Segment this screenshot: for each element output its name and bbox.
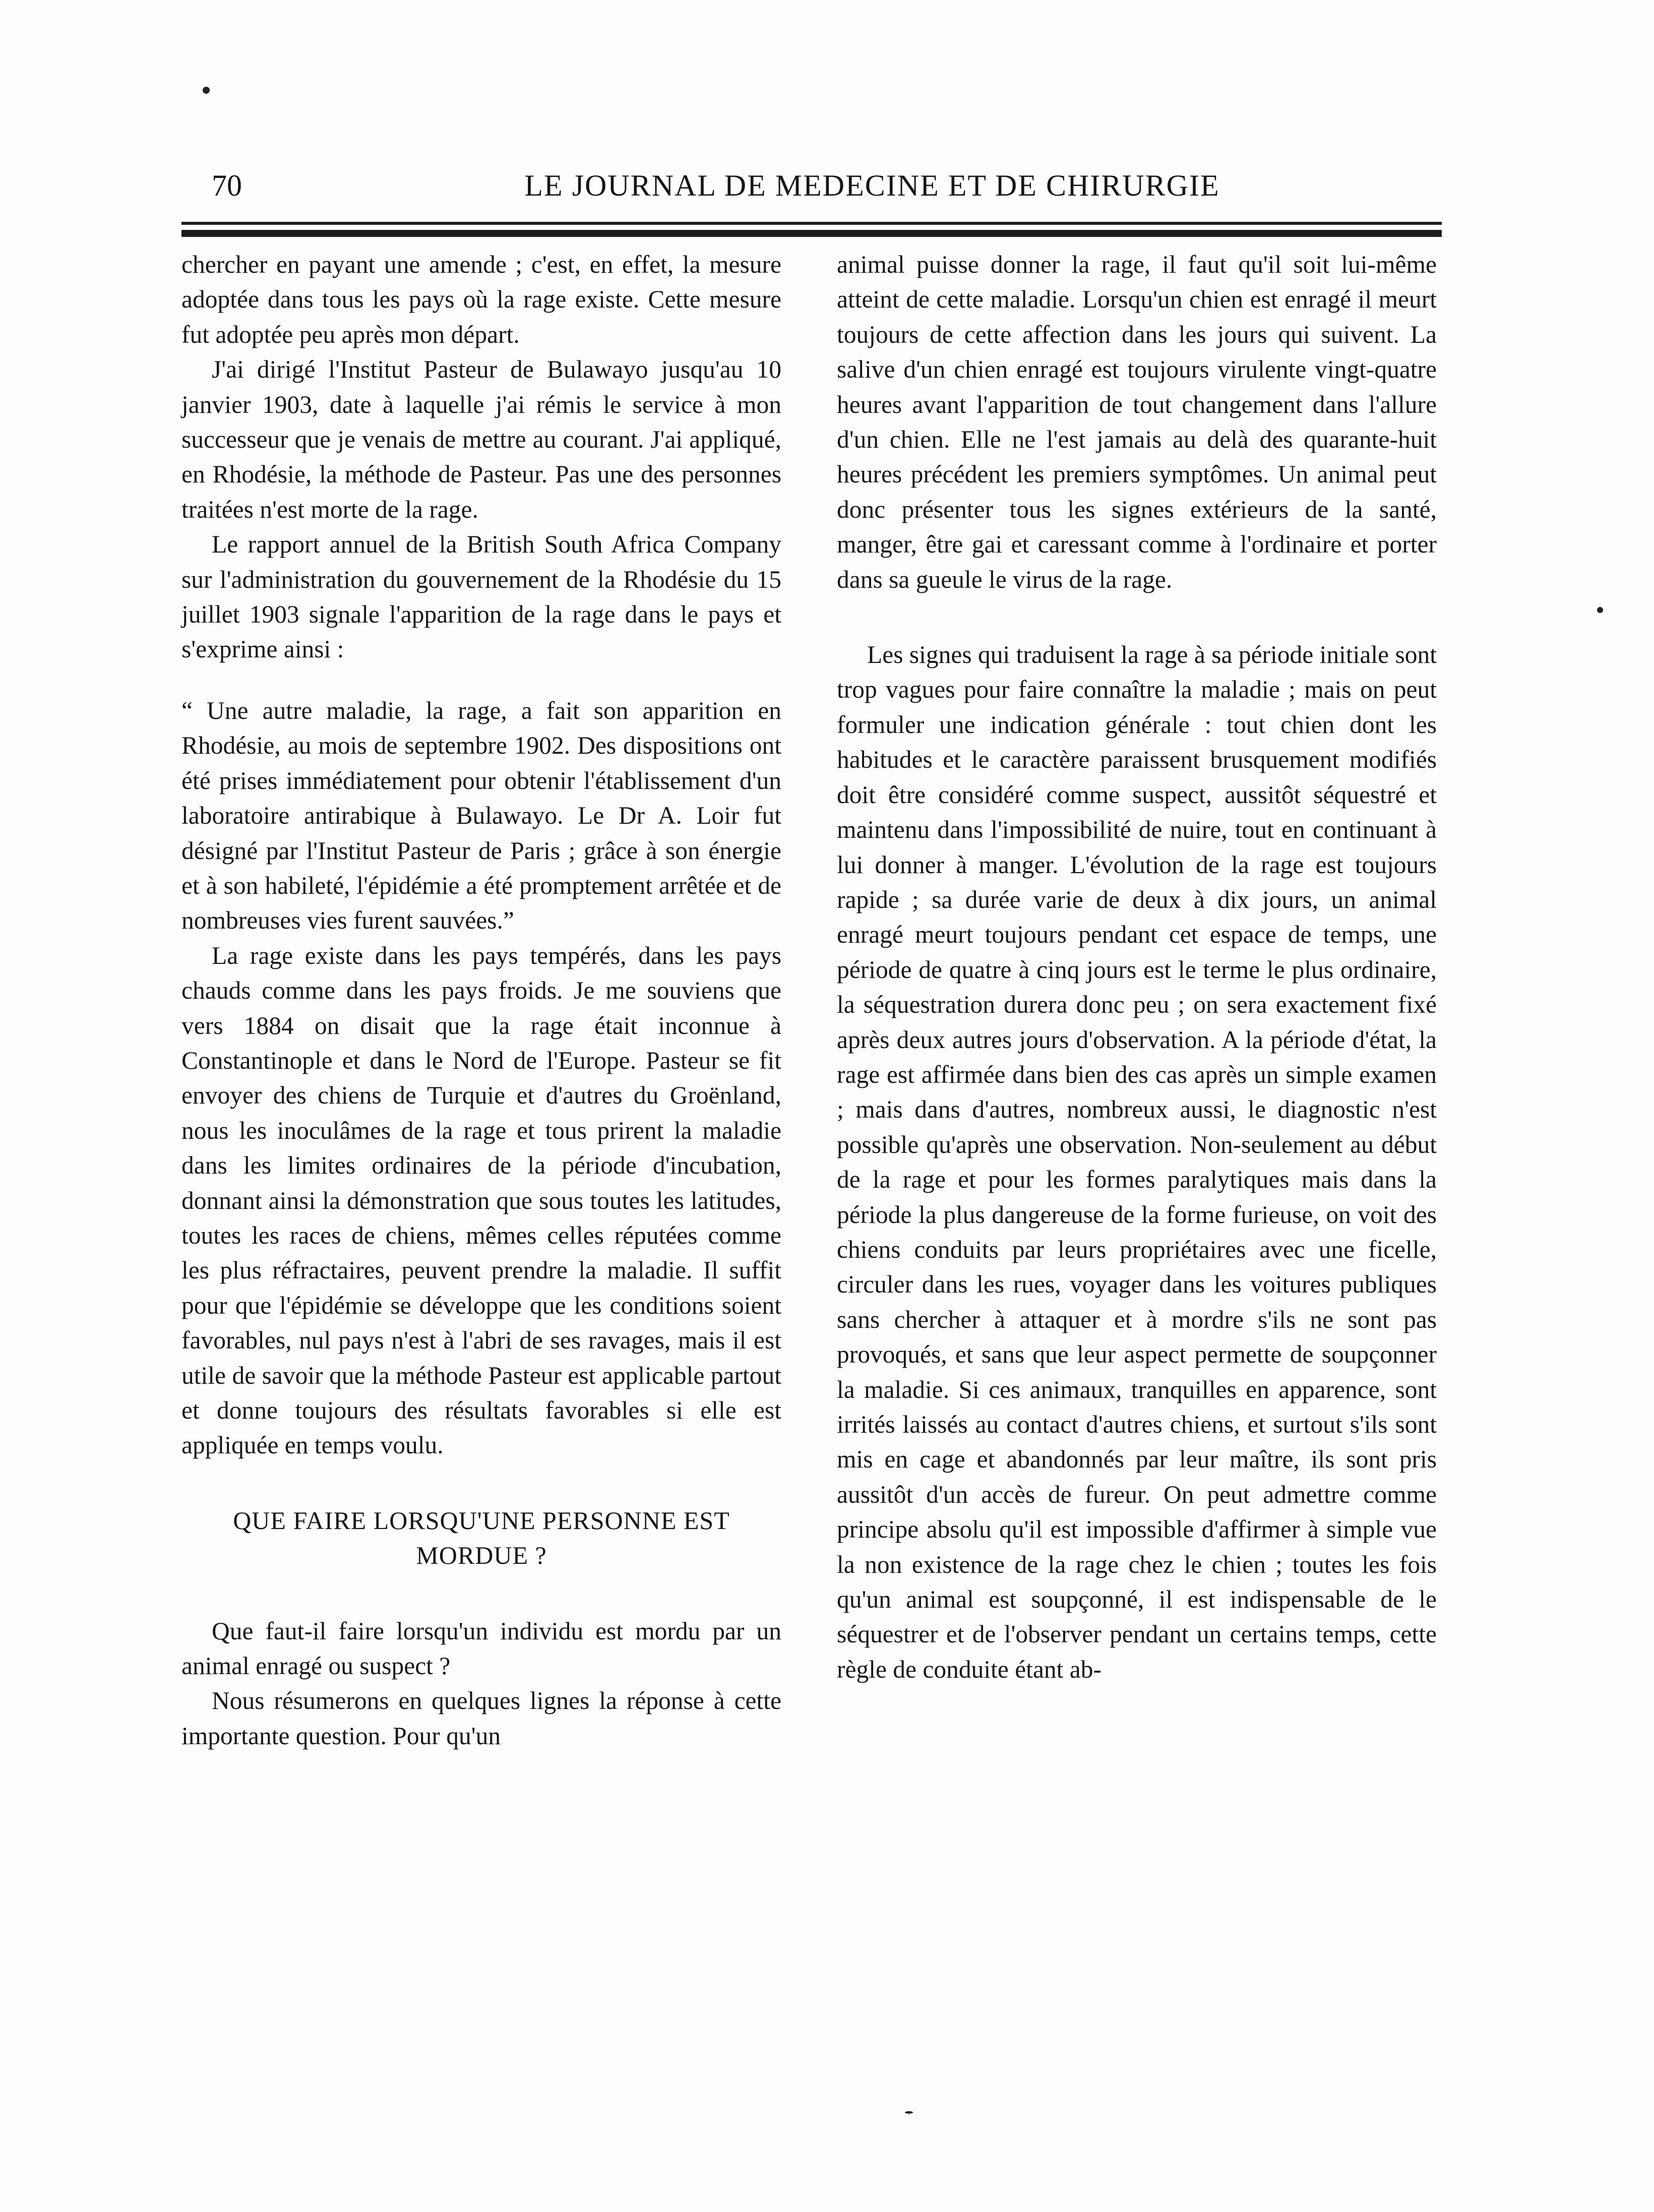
spacer (181, 1573, 781, 1614)
spacer (181, 667, 781, 693)
spacer (181, 1463, 781, 1503)
ink-speck (905, 2111, 913, 2114)
paragraph: Nous résumerons en quelques lignes la réponse à cette importante question. Pour qu'un (181, 1687, 781, 1750)
paragraph: animal puisse donner la rage, il faut qu'il soit lui-même atteint de cette maladie. Lorsqu'un chien est enragé il meurt toujours de cette affection dans les jours qui suivent. La salive d'un chien enragé est toujours virulente vingt-quatre heures avant l'apparition de tout changement dans l'allure d'un chien. Elle ne l'est jamais au delà des quarante-huit heures précédent les premiers symptômes. Un animal peut donc présenter tous les signes extérieurs de la santé, manger, être gai et caressant comme à l'ordinaire et porter dans sa gueule le virus de la rage. (837, 251, 1437, 593)
page-number: 70 (212, 169, 242, 202)
paragraph: Que faut-il faire lorsqu'un individu est mordu par un animal enragé ou suspect ? (181, 1617, 781, 1680)
right-column (837, 247, 1437, 1687)
ink-speck (203, 87, 210, 94)
ink-speck (1597, 607, 1603, 613)
section-heading (181, 1503, 781, 1573)
left-column (181, 247, 781, 1753)
section-heading-line-2: MORDUE ? (416, 1541, 547, 1570)
paragraph: J'ai dirigé l'Institut Pasteur de Bulawayo jusqu'au 10 janvier 1903, date à laquelle j'ai rémis le service à mon successeur que je venais de mettre au courant. J'ai appliqué, en Rhodésie, la méthode de Pasteur. Pas une des personnes traitées n'est morte de la rage. (181, 355, 781, 523)
header-rule-thick (181, 230, 1442, 237)
running-title: LE JOURNAL DE MEDECINE ET DE CHIRURGIE (524, 169, 1220, 202)
quoted-report: “ Une autre maladie, la rage, a fait son apparition en Rhodésie, au mois de septembre 1902. Des dispositions ont été prises immédiatement pour obtenir l'établissement d'un laboratoire antirabique à Bulawayo. Le Dr A. Loir fut désigné par l'Institut Pasteur de Paris ; grâce à son énergie et à son habileté, l'épidémie a été promptement arrêtée et de nombreuses vies furent sauvées.” (181, 696, 781, 935)
paragraph: chercher en payant une amende ; c'est, en effet, la mesure adoptée dans tous les pays où la rage existe. Cette mesure fut adoptée peu après mon départ. (181, 251, 781, 348)
spacer (837, 597, 1437, 637)
paragraph: Le rapport annuel de la British South Africa Company sur l'administration du gouvernement de la Rhodésie du 15 juillet 1903 signale l'apparition de la rage dans le pays et s'exprime ainsi : (181, 530, 781, 663)
header-rule-thin (181, 222, 1442, 225)
section-heading-line-1: QUE FAIRE LORSQU'UNE PERSONNE EST (233, 1506, 730, 1534)
paragraph: Les signes qui traduisent la rage à sa période initiale sont trop vagues pour faire connaître la maladie ; mais on peut formuler une indication générale : tout chien dont les habitudes et le caractère paraissent brusquement modifiés doit être considéré comme suspect, aussitôt séquestré et maintenu dans l'impossibilité de nuire, tout en continuant à lui donner à manger. L'évolution de la rage est toujours rapide ; sa durée varie de deux à dix jours, un animal enragé meurt toujours pendant cet espace de temps, une période de quatre à cinq jours est le terme le plus ordinaire, la séquestration durera donc peu ; on sera exactement fixé après deux autres jours d'observation. A la période d'état, la rage est affirmée dans bien des cas après un simple examen ; mais dans d'autres, nombreux aussi, le diagnostic n'est possible qu'après une observation. Non-seulement au début de la rage et pour les formes paralytiques mais dans la période la plus dangereuse de la forme furieuse, on voit des chiens conduits par leurs propriétaires avec une ficelle, circuler dans les rues, voyager dans les voitures publiques sans chercher à attaquer et à mordre s'ils ne sont pas provoqués, et sans que leur aspect permette de soupçonner la maladie. Si ces animaux, tranquilles en apparence, sont irrités laissés au contact d'autres chiens, et surtout s'ils sont mis en cage et abandonnés par leur maître, ils sont pris aussitôt d'un accès de fureur. On peut admettre comme principe absolu qu'il est impossible d'affirmer à simple vue la non existence de la rage chez le chien ; toutes les fois qu'un animal est soupçonné, il est indispensable de le séquestrer et de l'observer pendant un certains temps, cette règle de conduite étant ab- (837, 641, 1437, 1683)
paragraph: La rage existe dans les pays tempérés, dans les pays chauds comme dans les pays froids. Je me souviens que vers 1884 on disait que la rage était inconnue à Constantinople et dans le Nord de l'Europe. Pasteur se fit envoyer des chiens de Turquie et d'autres du Groënland, nous les inoculâmes de la rage et tous prirent la maladie dans les limites ordinaires de la période d'incubation, donnant ainsi la démonstration que sous toutes les latitudes, toutes les races de chiens, mêmes celles réputées comme les plus réfractaires, peuvent prendre la maladie. Il suffit pour que l'épidémie se développe que les conditions soient favorables, nul pays n'est à l'abri de ses ravages, mais il est utile de savoir que la méthode Pasteur est applicable partout et donne toujours des résultats favorables si elle est appliquée en temps voulu. (181, 941, 781, 1459)
page-header (212, 160, 1442, 216)
